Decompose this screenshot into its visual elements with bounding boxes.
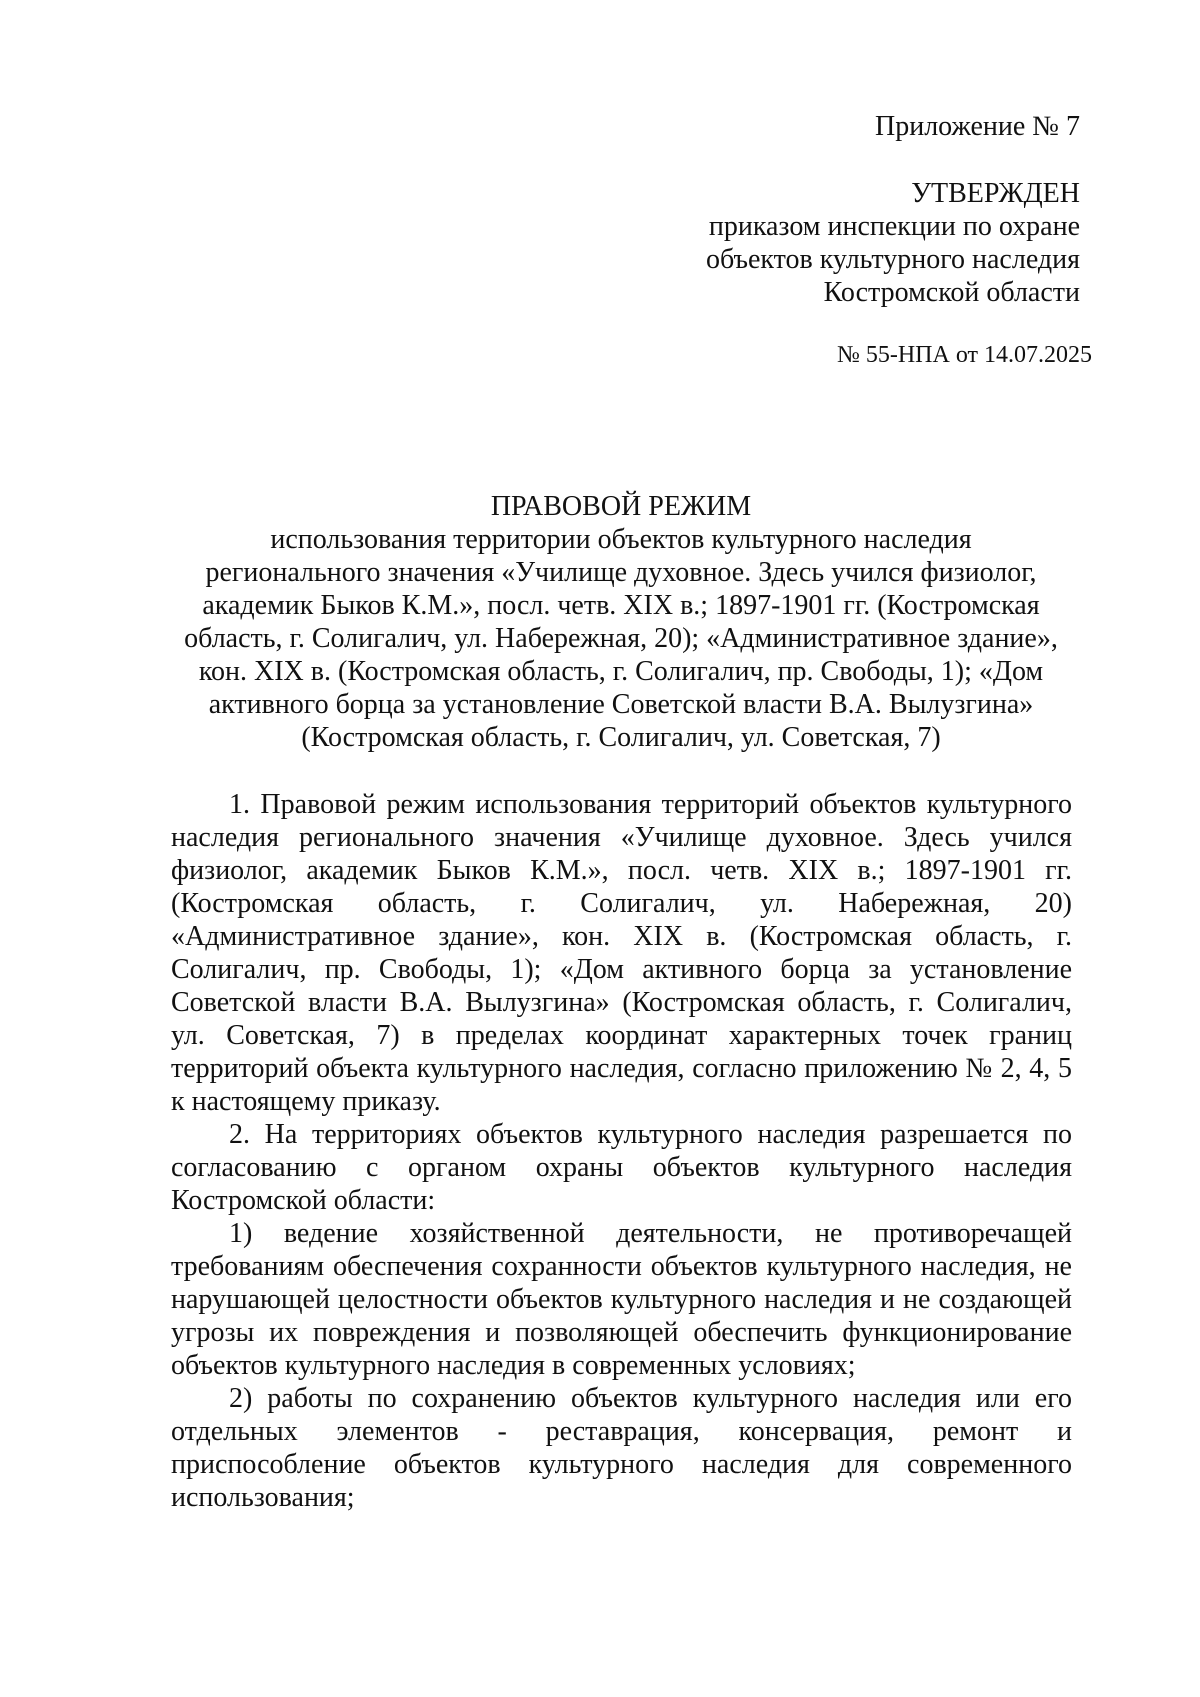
title-heading: ПРАВОВОЙ РЕЖИМ <box>490 491 752 522</box>
document-title <box>160 490 1082 754</box>
approved-line: объектов культурного наследия <box>705 244 1080 275</box>
title-line: кон. XIX в. (Костромская область, г. Солигалич, пр. Свободы, 1); «Дом <box>198 656 1044 687</box>
title-line: использования территории объектов культурного наследия <box>270 524 972 555</box>
body-paragraph: 1) ведение хозяйственной деятельности, не противоречащей требованиям обеспечения сохранности объектов культурного наследия, не нарушающей целостности объектов культурного наследия и не создающей угрозы их повреждения и позволяющей обеспечить функционирование объектов культурного наследия в современных условиях; <box>171 1218 1072 1381</box>
registration-number: № 55-НПА от 14.07.2025 <box>836 342 1092 368</box>
title-line: академик Быков К.М.», посл. четв. XIX в.; 1897-1901 гг. (Костромская <box>202 590 1040 621</box>
body-paragraph: 2) работы по сохранению объектов культурного наследия или его отдельных элементов - реставрация, консервация, ремонт и приспособление объектов культурного наследия для современного использования; <box>171 1383 1072 1513</box>
title-line: регионального значения «Училище духовное. Здесь учился физиолог, <box>205 557 1037 588</box>
approved-heading: УТВЕРЖДЕН <box>911 178 1080 209</box>
annex-text: Приложение № 7 <box>875 111 1080 142</box>
body-paragraph: 1. Правовой режим использования территорий объектов культурного наследия регионального значения «Училище духовное. Здесь учился физиолог, академик Быков К.М.», посл. четв. XIX в.; 1897-1901 гг. (Костромская область, г. Солигалич, ул. Набережная, 20) «Административное здание», кон. XIX в. (Костромская область, г. Солигалич, пр. Свободы, 1); «Дом активного борца за установление Советской власти В.А. Вылузгина» (Костромская область, г. Солигалич, ул. Советская, 7) в пределах координат характерных точек границ территорий объекта культурного наследия, согласно приложению № 2, 4, 5 к настоящему приказу. <box>171 789 1072 1117</box>
title-line: активного борца за установление Советской власти В.А. Вылузгина» <box>208 689 1034 720</box>
title-line: (Костромская область, г. Солигалич, ул. Советская, 7) <box>301 722 941 753</box>
annex-label <box>875 110 1080 143</box>
body-paragraph: 2. На территориях объектов культурного наследия разрешается по согласованию с органом охраны объектов культурного наследия Костромской области: <box>171 1119 1072 1216</box>
approval-stamp-block <box>706 177 1080 309</box>
title-line: область, г. Солигалич, ул. Набережная, 20); «Административное здание», <box>184 623 1058 654</box>
approved-line: Костромской области <box>823 277 1080 308</box>
document-body <box>171 788 1072 1514</box>
approved-line: приказом инспекции по охране <box>708 211 1080 242</box>
